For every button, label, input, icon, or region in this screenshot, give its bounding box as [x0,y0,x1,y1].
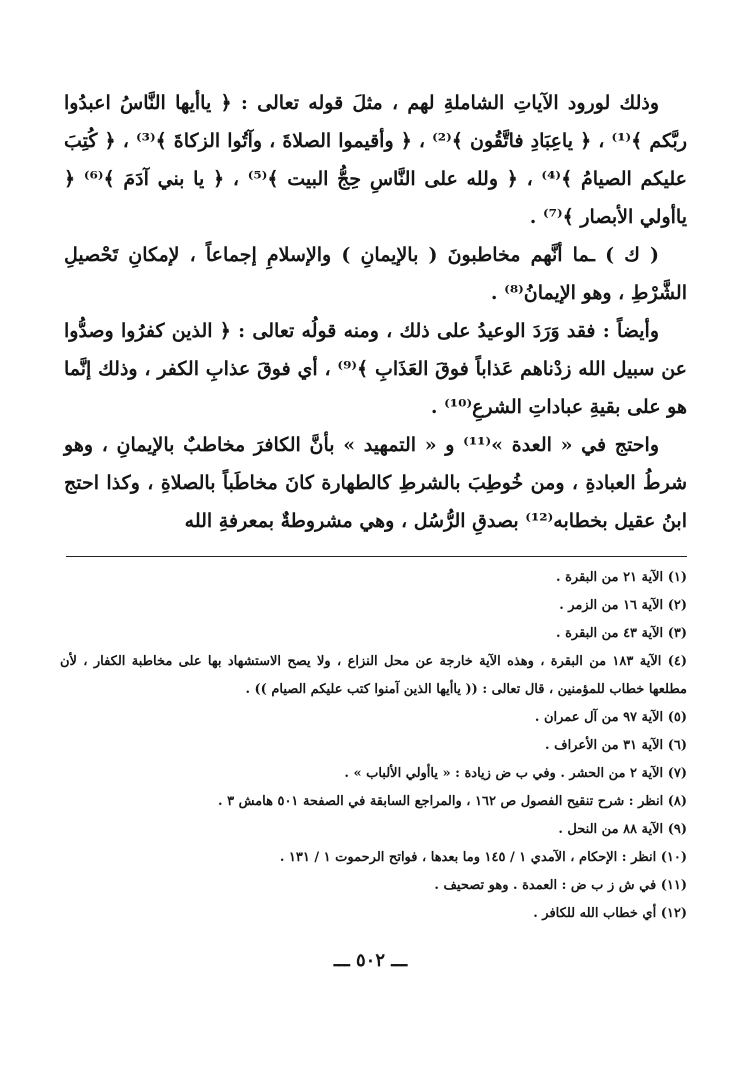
footnote-11: (١١) في ش ز ب ض : العمدة . وهو تصحيف . [434,878,687,893]
footnote-1: (١) الآية ٢١ من البقرة . [556,570,687,585]
paragraph-1: وذلك لورود الآياتِ الشاملةِ لهم ، مثلَ قوله تعالى : ﴿ ياأيها النَّاسُ اعبدُوا ربَّكم ﴾⁽¹⁾ ، ﴿ ياعِبَادِ فاتَّقُون ﴾⁽²⁾ ، ﴿ وأقيموا الصلاةَ ، وآتُوا الزكاةَ ﴾⁽³⁾ ، ﴿ كُتِبَ عليكم الصيامُ ﴾⁽⁴⁾ ، ﴿ ولله على النَّاسِ حِجُّ البيت ﴾⁽⁵⁾ ، ﴿ يا بني آدَمَ ﴾⁽⁶⁾ ﴿ ياأولي الأبصار ﴾⁽⁷⁾ . [64,92,687,228]
footnotes [60,564,687,928]
footnote-5: (٥) الآية ٩٧ من آل عمران . [534,710,687,725]
paragraph-3: وأيضاً : فقد وَرَدَ الوعيدُ على ذلك ، ومنه قولُه تعالى : ﴿ الذين كفرُوا وصدُّوا عن سبيل الله زدْناهم عَذاباً فوقَ العَذَابِ ﴾⁽⁹⁾ ، أي فوقَ عذابِ الكفر ، وذلك إنَّما هو على بقيةِ عباداتِ الشرعِ⁽¹⁰⁾ . [64,320,687,418]
footnote-2: (٢) الآية ١٦ من الزمر . [559,598,687,613]
main-text [64,84,687,540]
footnote-separator [66,556,687,557]
footnote-7: (٧) الآية ٢ من الحشر . وفي ب ض زيادة : « ياأولي الألباب » . [344,766,687,781]
footnote-4: (٤) الآية ١٨٣ من البقرة ، وهذه الآية خارجة عن محل النزاع ، ولا يصح الاستشهاد بها على مخاطبة الكفار ، لأن مطلعها خطاب للمؤمنين ، قال تعالى : (( ياأيها الذين آمنوا كتب عليكم الصيام )) . [60,654,687,697]
paragraph-4: واحتج في « العدة »⁽¹¹⁾ و « التمهيد » بأنَّ الكافرَ مخاطبٌ بالإيمانِ ، وهو شرطُ العبادةِ ، ومن خُوطِبَ بالشرطِ كالطهارة كانَ مخاطَباً بالصلاةِ ، وكذا احتج ابنُ عقيل بخطابه⁽¹²⁾ بصدقِ الرُّسُل ، وهي مشروطةٌ بمعرفةِ الله [64,434,687,532]
footnote-12: (١٢) أي خطاب الله للكافر . [533,906,687,921]
footnote-9: (٩) الآية ٨٨ من النحل . [558,822,687,837]
footnote-6: (٦) الآية ٣١ من الأعراف . [545,738,687,753]
paragraph-2: ( ك ) ـما أنَّهم مخاطبونَ ( بالإيمانِ ) والإسلامِ إجماعاً ، لإمكانِ تَحْصيلِ الشَّرْطِ ، وهو الإيمانُ⁽⁸⁾ . [64,244,687,304]
page-number: ـــ ٥٠٢ ـــ [333,950,408,971]
footnote-3: (٣) الآية ٤٣ من البقرة . [556,626,687,641]
footnote-10: (١٠) انظر : الإحكام ، الآمدي ١ / ١٤٥ وما بعدها ، فواتح الرحموت ١ / ١٣١ . [279,850,687,865]
footnote-8: (٨) انظر : شرح تنقيح الفصول ص ١٦٢ ، والمراجع السابقة في الصفحة ٥٠١ هامش ٣ . [218,794,687,809]
